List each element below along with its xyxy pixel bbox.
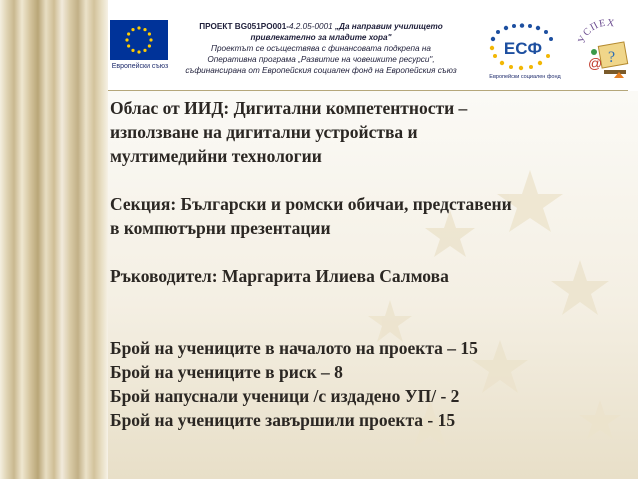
- funding-note-line2: Оперативна програма „Развитие на човешките ресурси",: [207, 55, 435, 64]
- area-line-2: използване на дигитални устройства и: [110, 122, 418, 142]
- project-header: [176, 21, 466, 76]
- eu-flag-icon: [110, 20, 168, 60]
- svg-text:?: ?: [608, 49, 616, 66]
- stat-students-start: Брой на учениците в началото на проекта – 15: [110, 338, 478, 358]
- section-line-1: Секция: Български и ромски обичаи, представени: [110, 194, 512, 214]
- funding-note-line3: съфинансирана от Европейския социален фонд на Европейския съюз: [185, 66, 457, 75]
- area-line-1: Облас от ИИД: Дигитални компетентности –: [110, 98, 468, 118]
- project-number: 4.2.05-0001: [288, 22, 333, 31]
- project-code: ПРОЕКТ BG051PO001-: [199, 22, 289, 31]
- stat-students-at-risk: Брой на учениците в риск – 8: [110, 362, 343, 382]
- esf-emblem-icon: [476, 22, 574, 74]
- stat-students-dropped: Брой напуснали ученици /с издадено УП/ - 2: [110, 386, 460, 406]
- svg-text:@: @: [588, 55, 603, 71]
- esf-logo: [476, 22, 574, 84]
- esf-caption: Европейски социален фонд: [489, 74, 561, 80]
- project-title-end: привлекателно за младите хора": [250, 33, 392, 42]
- decorative-stripes: [0, 0, 108, 479]
- eu-logo: [110, 20, 168, 76]
- area-line-3: мултимедийни технологии: [110, 146, 322, 166]
- esf-label: ЕСФ: [503, 39, 543, 58]
- leader: Ръководител: Маргарита Илиева Салмова: [110, 266, 449, 286]
- svg-text:УСПЕХ: [576, 18, 616, 46]
- uspeh-logo-icon: [574, 14, 636, 86]
- header-separator: [108, 90, 628, 91]
- stat-students-completed: Брой на учениците завършили проекта - 15: [110, 410, 456, 430]
- eu-caption: Европейски съюз: [111, 63, 169, 70]
- slide-body: [110, 96, 630, 432]
- project-title-start: „Да направим училището: [332, 22, 443, 31]
- section-line-2: в компютърни презентации: [110, 218, 331, 238]
- uspeh-label: УСПЕХ: [576, 17, 616, 46]
- funding-note-line1: Проектът се осъществява с финансовата подкрепа на: [211, 44, 431, 53]
